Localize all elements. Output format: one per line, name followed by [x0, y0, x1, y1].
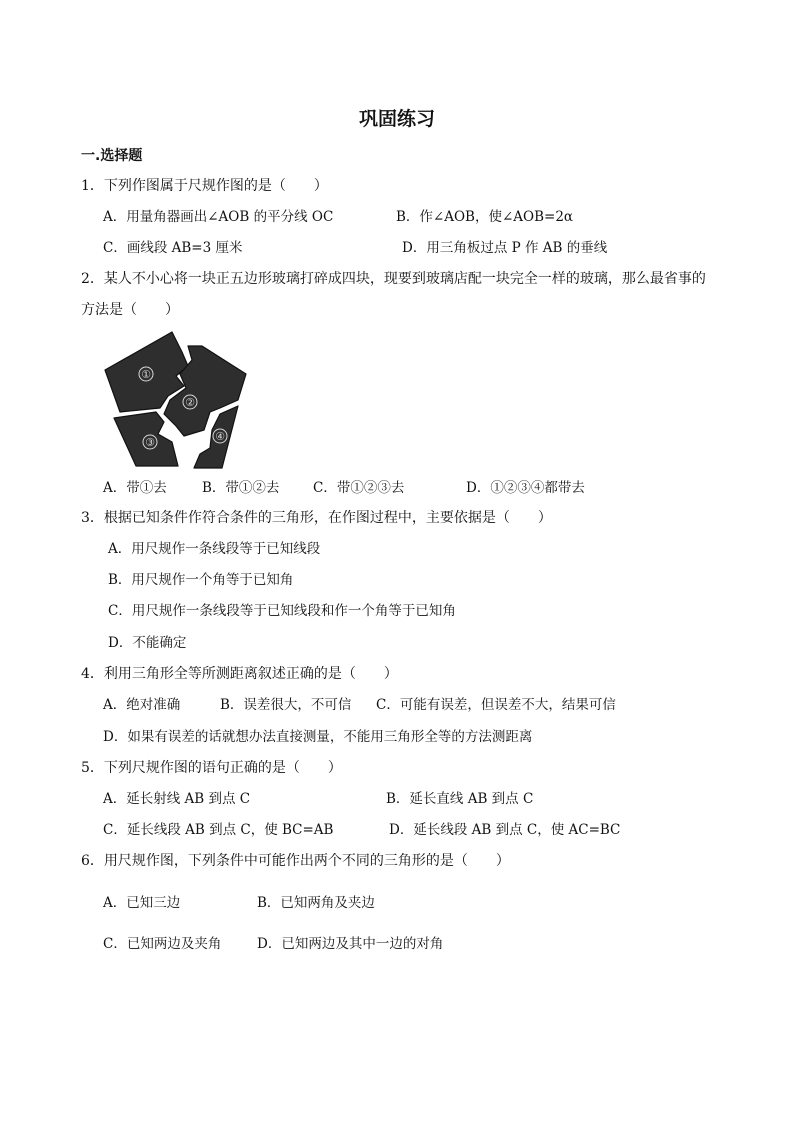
question-4-stem: 4．利用三角形全等所测距离叙述正确的是（ ）	[81, 666, 398, 682]
question-5-option-b: B．延长直线 AB 到点 C	[386, 791, 534, 807]
question-5-option-c: C．延长线段 AB 到点 C，使 BC=AB	[103, 822, 334, 838]
question-1-option-b: B．作∠AOB，使∠AOB=2α	[396, 209, 574, 225]
page-title: 巩固练习	[358, 108, 435, 130]
question-5-option-a: A．延长射线 AB 到点 C	[103, 791, 251, 807]
question-6-option-a: A．已知三边	[103, 895, 181, 911]
question-1-option-a: A．用量角器画出∠AOB 的平分线 OC	[103, 209, 334, 225]
question-5-stem: 5．下列尺规作图的语句正确的是（ ）	[81, 760, 342, 776]
question-6-option-d: D．已知两边及其中一边的对角	[257, 936, 444, 952]
fragment-4-label: ④	[215, 430, 225, 443]
question-4-option-a: A．绝对准确	[103, 697, 181, 713]
question-4-option-b: B．误差很大，不可信	[220, 697, 352, 713]
question-1-option-c: C．画线段 AB=3 厘米	[103, 240, 243, 256]
fragment-1-label: ①	[141, 368, 151, 381]
question-4-option-d: D．如果有误差的话就想办法直接测量，不能用三角形全等的方法测距离	[103, 729, 533, 745]
question-3-option-b: B．用尺规作一个角等于已知角	[108, 572, 294, 588]
question-3-option-a: A．用尺规作一条线段等于已知线段	[108, 541, 321, 557]
question-3-option-c: C．用尺规作一条线段等于已知线段和作一个角等于已知角	[108, 603, 456, 619]
question-2-stem-line2: 方法是（ ）	[81, 302, 179, 318]
fragment-3-label: ③	[145, 436, 155, 449]
question-2-option-c: C．带①②③去	[313, 480, 405, 496]
question-6-option-b: B．已知两角及夹边	[257, 895, 375, 911]
question-5-option-d: D．延长线段 AB 到点 C，使 AC=BC	[389, 822, 621, 838]
question-1-option-d: D．用三角板过点 P 作 AB 的垂线	[402, 240, 608, 256]
question-2-stem-line1: 2．某人不小心将一块正五边形玻璃打碎成四块，现要到玻璃店配一块完全一样的玻璃，那么最省事的	[81, 271, 706, 287]
question-1-stem: 1．下列作图属于尺规作图的是（ ）	[81, 178, 328, 194]
broken-pentagon-figure	[100, 330, 248, 470]
question-6-option-c: C．已知两边及夹角	[103, 936, 222, 952]
section-heading: 一.选择题	[81, 148, 143, 164]
question-3-stem: 3．根据已知条件作符合条件的三角形，在作图过程中，主要依据是（ ）	[81, 510, 552, 526]
fragment-2-label: ②	[185, 396, 195, 409]
question-4-option-c: C．可能有误差，但误差不大，结果可信	[376, 697, 616, 713]
question-2-option-b: B．带①②去	[202, 480, 280, 496]
question-2-option-a: A．带①去	[103, 480, 167, 496]
question-3-option-d: D．不能确定	[108, 635, 187, 651]
question-6-stem: 6．用尺规作图，下列条件中可能作出两个不同的三角形的是（ ）	[81, 853, 510, 869]
question-2-option-d: D．①②③④都带去	[466, 480, 585, 496]
